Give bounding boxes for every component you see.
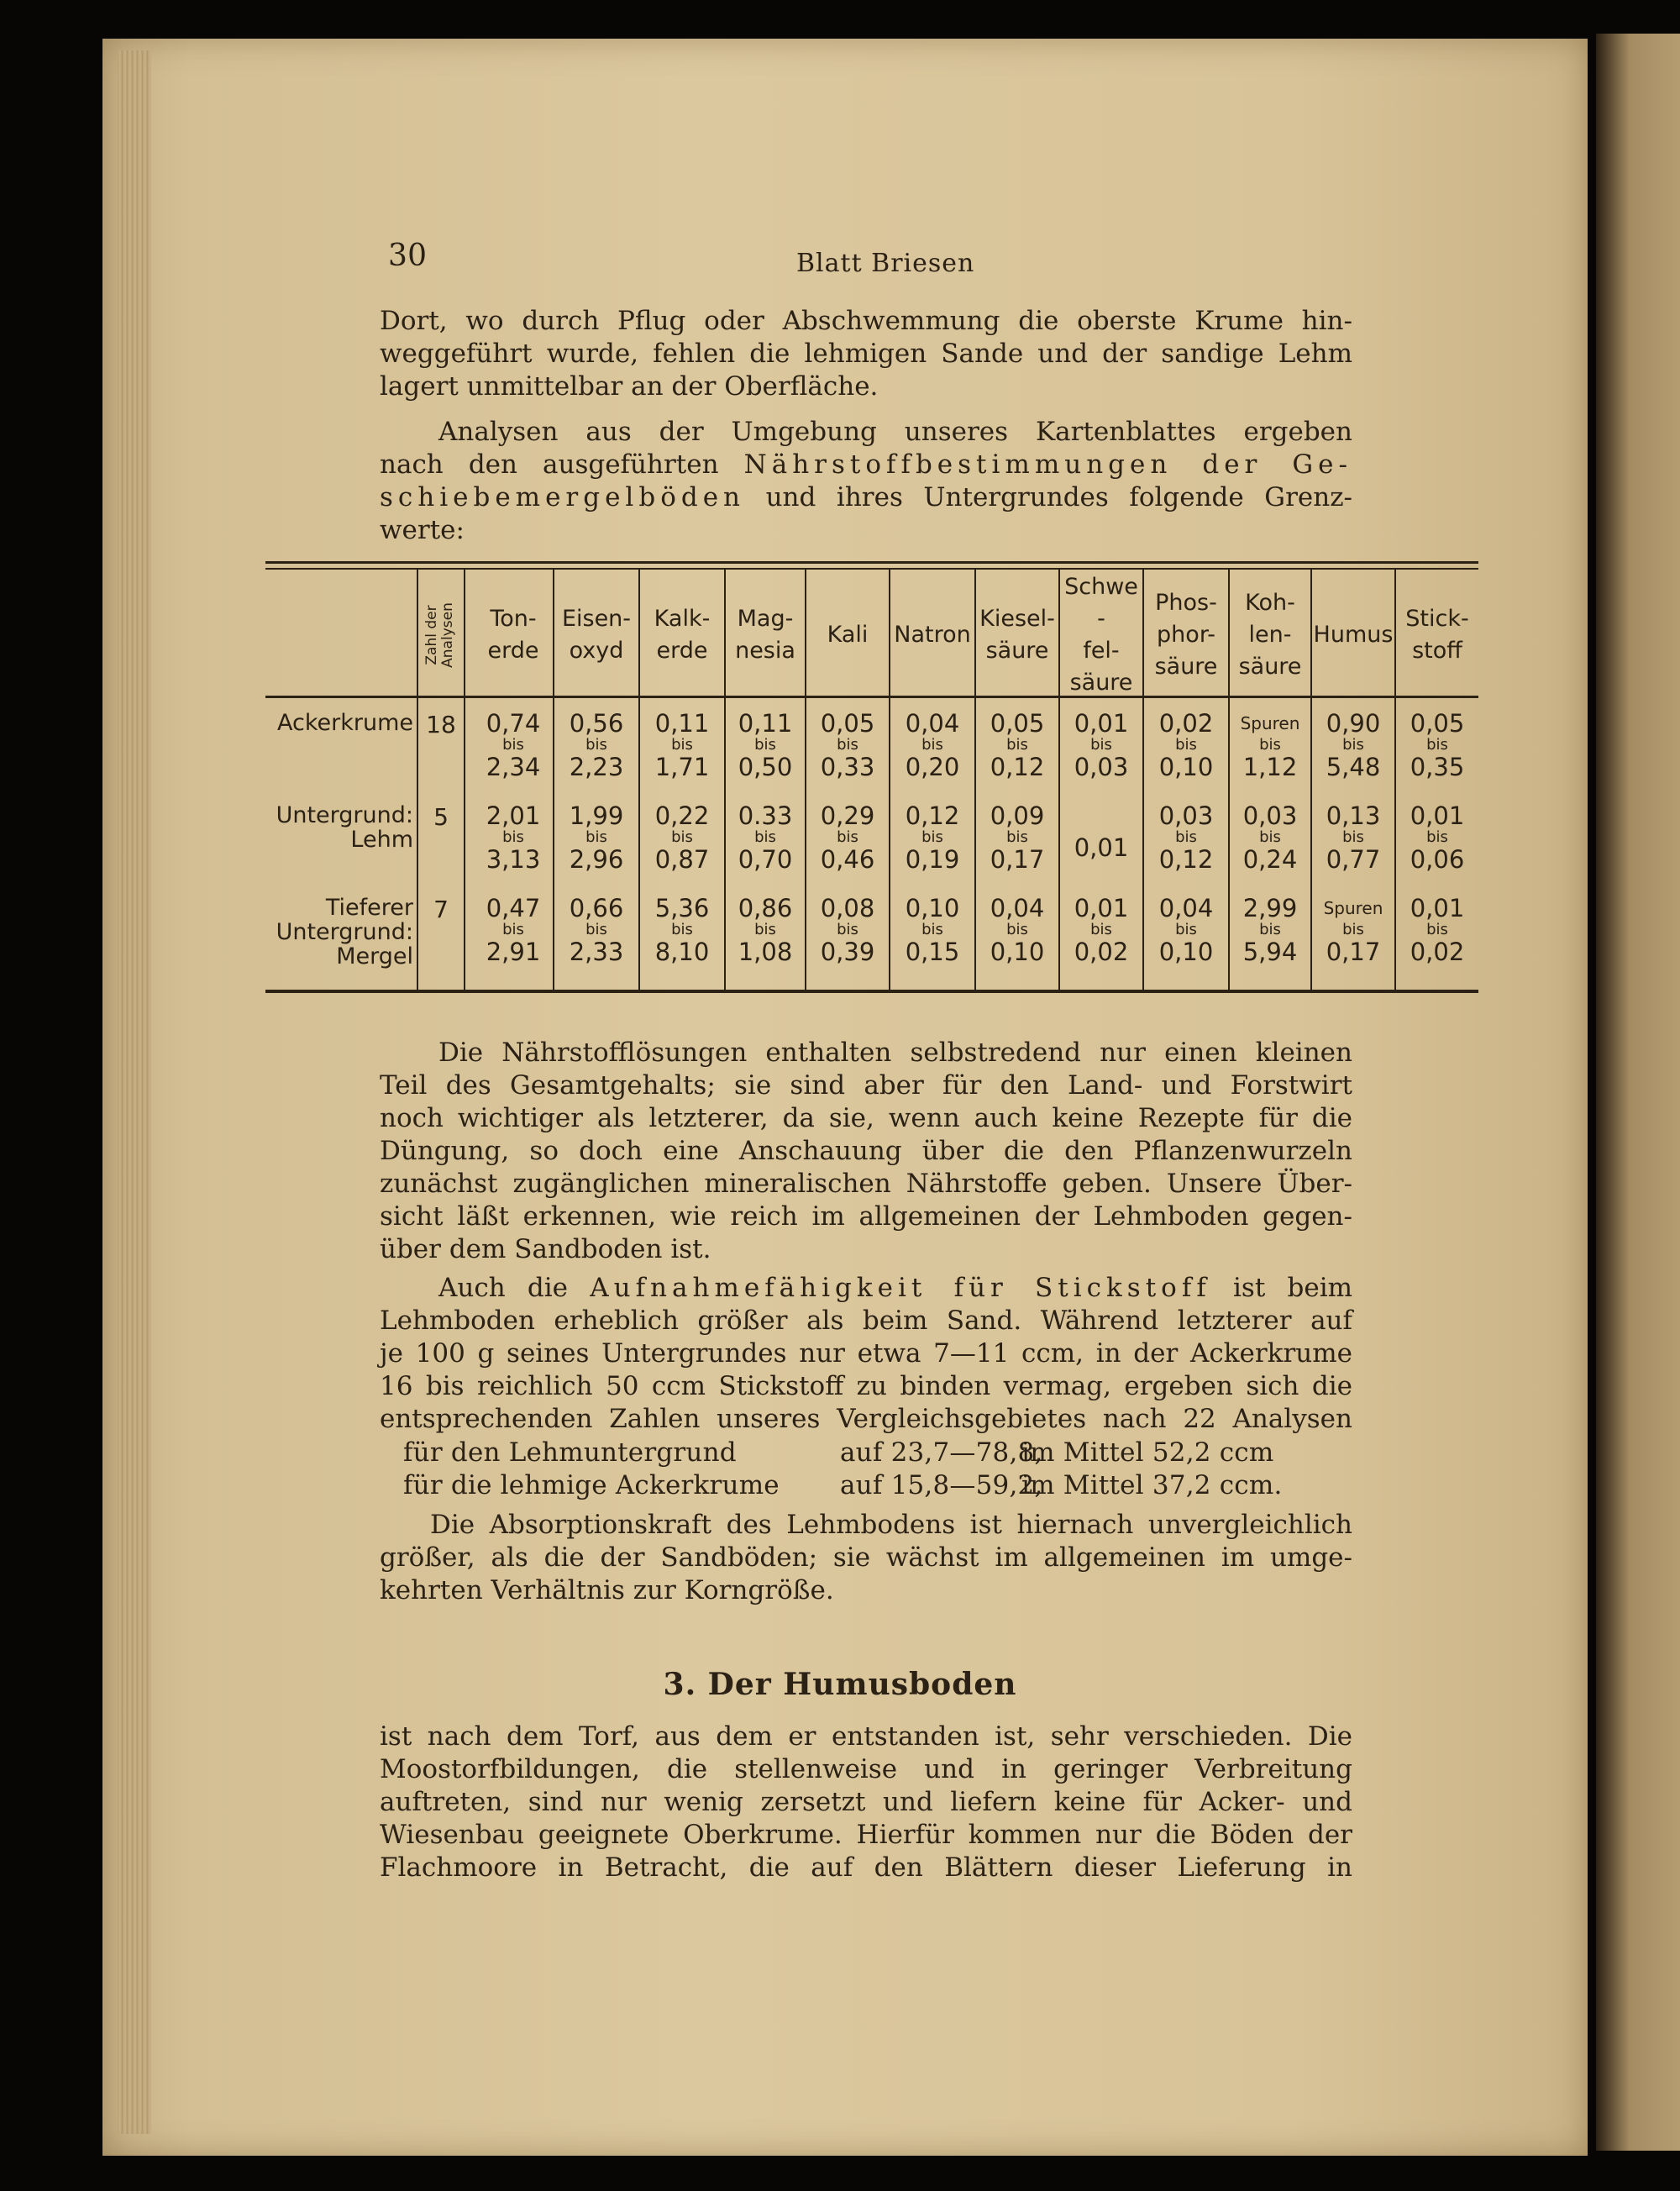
range-low: 5,36 — [654, 894, 710, 922]
range-low: Spuren — [1323, 898, 1383, 918]
range-high: 0,15 — [905, 938, 960, 966]
table-cell-range — [1144, 896, 1228, 964]
text-line: lagert unmittelbar an der Oberfläche. — [380, 371, 879, 402]
range-separator: bis — [921, 736, 943, 754]
column-header-line: säure — [1238, 654, 1302, 680]
summary-mean: im Mittel 52,2 ccm — [1021, 1437, 1274, 1468]
table-cell-range — [1144, 803, 1228, 872]
range-high: 0,77 — [1326, 845, 1381, 874]
paragraph-3 — [380, 1037, 1352, 1266]
text-line: je 100 g seines Untergrundes nur etwa 7—11 ccm, in der Ackerkrume — [380, 1338, 1352, 1369]
column-header-line: Schwe - — [1064, 574, 1138, 632]
text-line: weggeführt wurde, fehlen die lehmigen Sande und der sandige Lehm — [380, 339, 1352, 369]
range-high: 2,33 — [569, 938, 624, 966]
range-separator: bis — [1175, 828, 1197, 846]
range-high: 1,71 — [654, 753, 710, 781]
row-label: Untergrund: — [276, 802, 413, 828]
text-line: Moostorfbildungen, die stellenweise und in geringer Verbreitung — [380, 1754, 1352, 1784]
table-cell-range — [1396, 803, 1478, 872]
range-separator: bis — [585, 736, 607, 754]
range-low: 0.33 — [738, 801, 793, 830]
column-header-text — [1405, 603, 1468, 667]
text-line: Flachmoore in Betracht, die auf den Blättern dieser Lieferung in — [380, 1852, 1352, 1883]
text-line — [380, 481, 1352, 514]
range-high: 0,03 — [1074, 753, 1129, 781]
column-header-line: Natron — [894, 622, 971, 648]
analysis-count: 7 — [433, 896, 449, 923]
range-separator: bis — [1259, 921, 1281, 938]
range-high: 0,10 — [1158, 938, 1214, 966]
column-header — [554, 578, 638, 692]
range-low: 0,22 — [654, 801, 710, 830]
column-header — [1312, 578, 1394, 692]
text-line: über dem Sandboden ist. — [380, 1234, 711, 1264]
text-line: Teil des Gesamtgehalts; sie sind aber für den Land- und Forstwirt — [380, 1070, 1352, 1101]
range-separator: bis — [754, 921, 776, 938]
text-line: Die Nährstofflösungen enthalten selbstredend nur einen kleinen — [438, 1038, 1352, 1068]
range-separator: bis — [502, 828, 524, 846]
range-high: 0,46 — [820, 845, 875, 874]
range-high: 0,35 — [1410, 753, 1465, 781]
column-header-text — [1155, 587, 1218, 683]
summary-range: auf 15,8—59,2, — [840, 1470, 1043, 1500]
table-cell-range — [1312, 896, 1394, 964]
range-high: 0,24 — [1242, 845, 1298, 874]
range-low: 0,01 — [1074, 894, 1129, 922]
text-line — [380, 1272, 1352, 1305]
range-separator: bis — [671, 828, 693, 846]
range-separator: bis — [502, 921, 524, 938]
table-cell-range — [726, 896, 805, 964]
range-high: 0,33 — [820, 753, 875, 781]
range-low: 0,01 — [1410, 894, 1465, 922]
table-cell-range — [976, 711, 1058, 780]
column-header-line: stoff — [1412, 638, 1462, 664]
range-high: 2,34 — [486, 753, 541, 781]
table-cell-range — [474, 896, 553, 964]
table-cell-range — [806, 711, 889, 780]
range-low: 0,08 — [820, 894, 875, 922]
table-cell-range — [976, 803, 1058, 872]
column-header-text — [488, 603, 539, 667]
table-top-rule — [265, 568, 1478, 570]
paragraph-5 — [380, 1509, 1352, 1607]
text-line: sicht läßt erkennen, wie reich im allgemeinen der Lehmboden gegen- — [380, 1201, 1352, 1232]
range-low: 0,05 — [990, 709, 1045, 738]
column-header-text — [562, 603, 631, 667]
column-header-line: nesia — [735, 638, 795, 664]
text-line: werte: — [380, 515, 465, 545]
range-low: 0,05 — [1410, 709, 1465, 738]
column-header-line: Stick- — [1405, 606, 1469, 632]
range-low: 0,13 — [1326, 801, 1381, 830]
text-segment: und ihres Untergrundes folgende Grenz- — [765, 482, 1353, 512]
table-cell-range — [554, 896, 638, 964]
range-low: 0,01 — [1074, 709, 1129, 738]
text-line: Wiesenbau geeignete Oberkrume. Hierfür kommen nur die Böden der — [380, 1820, 1352, 1850]
range-high: 1,12 — [1242, 753, 1298, 781]
range-low: 0,11 — [654, 709, 710, 738]
count-column-header — [418, 578, 462, 692]
range-low: 0,66 — [569, 894, 624, 922]
range-low: 0,05 — [820, 709, 875, 738]
table-cell-range — [890, 896, 974, 964]
text-segment: nach den ausgeführten — [380, 449, 719, 480]
range-low: 0,86 — [738, 894, 793, 922]
summary-mean: im Mittel 37,2 ccm. — [1021, 1470, 1283, 1500]
range-separator: bis — [1259, 828, 1281, 846]
text-line: entsprechenden Zahlen unseres Vergleichsgebietes nach 22 Analysen — [380, 1404, 1352, 1434]
range-high: 2,96 — [569, 845, 624, 874]
column-header-text — [1314, 619, 1394, 651]
column-header-line: len- — [1248, 622, 1292, 648]
range-separator: bis — [671, 736, 693, 754]
range-separator: bis — [1342, 828, 1364, 846]
column-header-text — [1239, 587, 1302, 683]
count-header-line: Zahl der — [423, 605, 440, 665]
table-cell-range — [554, 803, 638, 872]
range-high: 0,02 — [1074, 938, 1129, 966]
column-header-line: fel- — [1083, 638, 1120, 664]
column-header — [726, 578, 805, 692]
count-header-line: Analysen — [439, 602, 456, 668]
range-high: 2,91 — [486, 938, 541, 966]
range-separator: bis — [585, 921, 607, 938]
table-cell-range — [1312, 711, 1394, 780]
range-separator: bis — [1426, 921, 1448, 938]
column-header — [1144, 578, 1228, 692]
range-separator: bis — [754, 736, 776, 754]
text-segment: ist beim — [1233, 1273, 1353, 1303]
summary-label: für den Lehmuntergrund — [403, 1437, 737, 1468]
adjacent-page-edge — [1596, 34, 1680, 2151]
column-header — [1060, 574, 1142, 696]
range-high: 0,20 — [905, 753, 960, 781]
table-cell-range — [474, 803, 553, 872]
text-line: 16 bis reichlich 50 ccm Stickstoff zu binden vermag, ergeben sich die — [380, 1371, 1352, 1401]
table-cell-range — [640, 711, 724, 780]
table-header-rule — [265, 696, 1478, 698]
table-cell-range — [890, 803, 974, 872]
range-separator: bis — [502, 736, 524, 754]
range-separator: bis — [921, 828, 943, 846]
row-label: Lehm — [350, 827, 413, 853]
row-label: Tieferer — [325, 895, 413, 921]
table-cell-range — [726, 711, 805, 780]
range-high: 1,08 — [738, 938, 793, 966]
range-low: 0,74 — [486, 709, 541, 738]
table-cell-range — [726, 803, 805, 872]
range-low: Spuren — [1240, 713, 1300, 733]
column-header-line: oxyd — [569, 638, 624, 664]
table-cell-range — [474, 711, 553, 780]
column-header — [1396, 578, 1478, 692]
column-header-line: Ton- — [490, 606, 537, 632]
range-low: 0,04 — [990, 894, 1045, 922]
range-separator: bis — [1175, 921, 1197, 938]
range-high: 0,70 — [738, 845, 793, 874]
range-separator: bis — [1426, 828, 1448, 846]
table-cell-range — [976, 896, 1058, 964]
table-cell-range — [640, 803, 724, 872]
running-title: Blatt Briesen — [796, 249, 975, 278]
column-header — [1230, 578, 1310, 692]
emphasized-text: Nährstoffbestimmungen der Ge- — [743, 449, 1352, 480]
column-header — [890, 578, 974, 692]
column-header-line: erde — [487, 638, 539, 664]
text-line — [380, 449, 1352, 481]
paragraph-2 — [380, 416, 1352, 547]
row-label: Mergel — [336, 943, 413, 969]
range-low: 0,04 — [905, 709, 960, 738]
range-high: 5,48 — [1326, 753, 1381, 781]
range-low: 1,99 — [569, 801, 624, 830]
count-header-text — [424, 602, 456, 668]
column-header-text — [894, 619, 970, 651]
range-high: 0,12 — [990, 753, 1045, 781]
column-header — [806, 578, 889, 692]
range-low: 0,29 — [820, 801, 875, 830]
column-header-text — [979, 603, 1055, 667]
column-header-text — [654, 603, 711, 667]
text-line: kehrten Verhältnis zur Korngröße. — [380, 1575, 834, 1605]
row-label: Untergrund: — [276, 919, 413, 945]
paragraph-1 — [380, 305, 1352, 403]
column-header-text — [827, 619, 869, 651]
column-header-text — [735, 603, 795, 667]
emphasized-text: Aufnahmefähigkeit für Stickstoff — [590, 1273, 1211, 1303]
column-header-line: säure — [985, 638, 1049, 664]
nutrient-table — [265, 561, 1478, 998]
range-low: 0,03 — [1158, 801, 1214, 830]
range-high: 5,94 — [1242, 938, 1298, 966]
range-low: 0,04 — [1158, 894, 1214, 922]
range-separator: bis — [837, 736, 858, 754]
range-high: 2,23 — [569, 753, 624, 781]
column-header-line: Phos- — [1155, 590, 1217, 616]
text-line: auftreten, sind nur wenig zersetzt und liefern keine für Acker- und — [380, 1787, 1352, 1817]
range-low: 0,47 — [486, 894, 541, 922]
range-high: 0,06 — [1410, 845, 1465, 874]
column-header — [976, 578, 1058, 692]
range-high: 0,87 — [654, 845, 710, 874]
text-line: Lehmboden erheblich größer als beim Sand. Während letzterer auf — [380, 1306, 1352, 1336]
paragraph-6 — [380, 1721, 1352, 1884]
range-separator: bis — [671, 921, 693, 938]
range-separator: bis — [1006, 921, 1028, 938]
table-cell-range — [806, 896, 889, 964]
table-cell-range — [640, 896, 724, 964]
text-line: größer, als die der Sandböden; sie wächst im allgemeinen im umge- — [380, 1542, 1352, 1573]
range-separator: bis — [1342, 736, 1364, 754]
range-low: 0,12 — [905, 801, 960, 830]
range-separator: bis — [1006, 736, 1028, 754]
table-cell-range — [1060, 711, 1142, 780]
text-line: Dort, wo durch Pflug oder Abschwemmung die oberste Krume hin- — [380, 306, 1352, 336]
range-separator: bis — [1426, 736, 1448, 754]
range-low: 0,56 — [569, 709, 624, 738]
table-cell-value: 0,01 — [1074, 833, 1129, 862]
column-header-line: Eisen- — [561, 606, 632, 632]
column-header-line: säure — [1154, 654, 1218, 680]
column-header — [474, 578, 553, 692]
text-line: Analysen aus der Umgebung unseres Kartenblattes ergeben — [438, 417, 1352, 447]
range-high: 0,02 — [1410, 938, 1465, 966]
range-separator: bis — [1090, 921, 1112, 938]
analysis-count: 18 — [426, 711, 456, 738]
table-cell-range — [1060, 896, 1142, 964]
column-header-text — [1060, 571, 1142, 699]
range-separator: bis — [837, 828, 858, 846]
page-number: 30 — [388, 239, 428, 273]
range-low: 0,11 — [738, 709, 793, 738]
column-rule — [464, 570, 465, 990]
row-label: Ackerkrume — [277, 710, 413, 736]
range-separator: bis — [1259, 736, 1281, 754]
range-low: 0,90 — [1326, 709, 1381, 738]
page-stack-edge — [118, 50, 151, 2134]
range-separator: bis — [1090, 736, 1112, 754]
range-high: 3,13 — [486, 845, 541, 874]
table-cell-range — [1230, 896, 1310, 964]
range-low: 2,01 — [486, 801, 541, 830]
range-separator: bis — [1342, 921, 1364, 938]
text-line: zunächst zugänglichen mineralischen Nährstoffe geben. Unsere Über- — [380, 1169, 1352, 1199]
range-high: 0,12 — [1158, 845, 1214, 874]
section-heading: 3. Der Humusboden — [663, 1667, 1017, 1702]
table-cell-range — [554, 711, 638, 780]
table-cell-range — [1230, 711, 1310, 780]
range-low: 0,03 — [1242, 801, 1298, 830]
range-separator: bis — [1175, 736, 1197, 754]
range-high: 0,50 — [738, 753, 793, 781]
table-cell-range — [1144, 711, 1228, 780]
column-header-line: säure — [1069, 670, 1133, 696]
range-low: 0,01 — [1410, 801, 1465, 830]
paragraph-4 — [380, 1272, 1352, 1436]
text-line: ist nach dem Torf, aus dem er entstanden ist, sehr verschieden. Die — [380, 1721, 1352, 1752]
table-cell-range — [806, 803, 889, 872]
table-cell-range — [890, 711, 974, 780]
range-high: 0,10 — [1158, 753, 1214, 781]
table-cell-range — [1230, 803, 1310, 872]
range-low: 0,10 — [905, 894, 960, 922]
column-header-line: Kiesel- — [979, 606, 1055, 632]
text-segment: Auch die — [438, 1273, 568, 1303]
column-header-line: Mag- — [737, 606, 794, 632]
range-high: 0,19 — [905, 845, 960, 874]
column-header-line: Kali — [827, 622, 869, 648]
table-cell-range — [1312, 803, 1394, 872]
analysis-count: 5 — [433, 803, 449, 831]
table-top-rule — [265, 561, 1478, 564]
range-high: 8,10 — [654, 938, 710, 966]
range-low: 0,09 — [990, 801, 1045, 830]
range-high: 0,39 — [820, 938, 875, 966]
summary-label: für die lehmige Ackerkrume — [403, 1470, 780, 1500]
range-separator: bis — [754, 828, 776, 846]
table-cell-range — [1396, 896, 1478, 964]
text-line: Die Absorptionskraft des Lehmbodens ist hiernach unvergleichlich — [430, 1510, 1352, 1540]
text-line: Düngung, so doch eine Anschauung über die den Pflanzenwurzeln — [380, 1136, 1352, 1166]
table-bottom-rule — [265, 990, 1478, 993]
column-header — [640, 578, 724, 692]
range-high: 0,17 — [990, 845, 1045, 874]
column-header-line: Koh- — [1245, 590, 1295, 616]
range-high: 0,17 — [1326, 938, 1381, 966]
column-header-line: erde — [656, 638, 708, 664]
table-cell-range — [1396, 711, 1478, 780]
range-separator: bis — [837, 921, 858, 938]
text-line: noch wichtiger als letzterer, da sie, wenn auch keine Rezepte für die — [380, 1103, 1352, 1133]
range-low: 2,99 — [1242, 894, 1298, 922]
range-separator: bis — [1006, 828, 1028, 846]
range-separator: bis — [585, 828, 607, 846]
emphasized-text: schiebemergelböden — [380, 482, 746, 512]
range-separator: bis — [921, 921, 943, 938]
column-header-line: Kalk- — [654, 606, 711, 632]
range-high: 0,10 — [990, 938, 1045, 966]
range-low: 0,02 — [1158, 709, 1214, 738]
summary-range: auf 23,7—78,8, — [840, 1437, 1043, 1468]
column-header-line: Humus — [1313, 622, 1394, 648]
column-header-line: phor- — [1157, 622, 1215, 648]
